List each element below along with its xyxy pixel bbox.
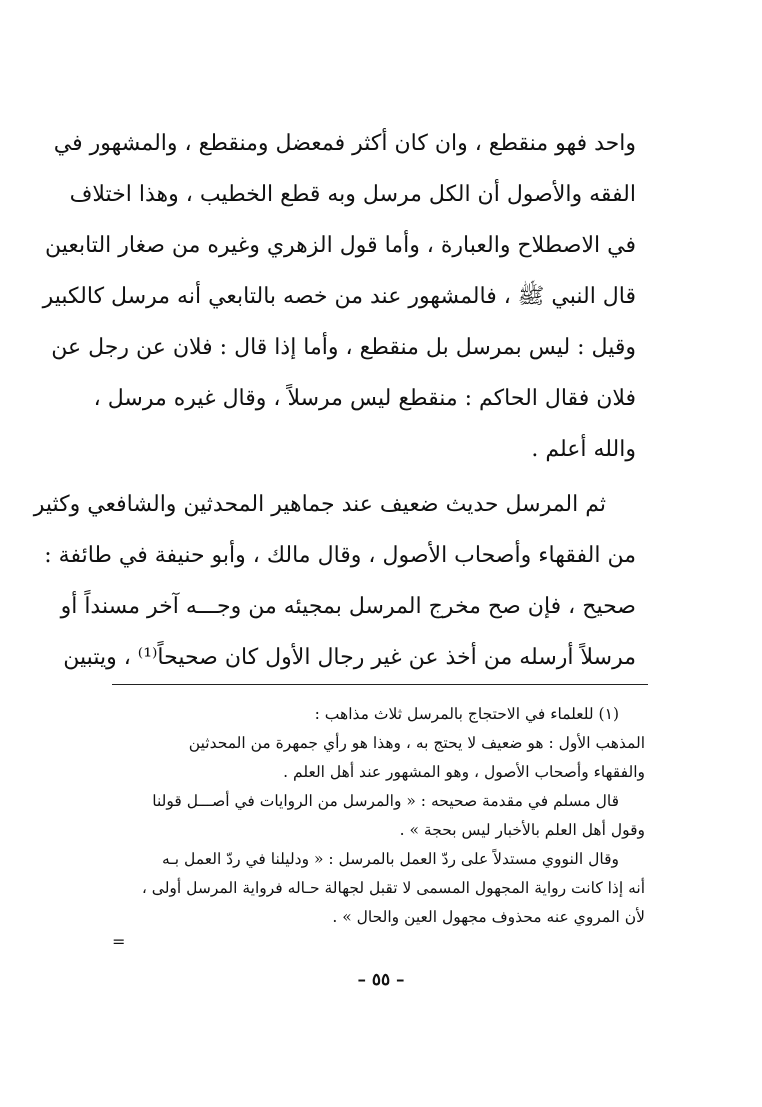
body-line: في الاصطلاح والعبارة ، وأما قول الزهري وغيره من صغار التابعين	[44, 233, 636, 258]
body-line: من الفقهاء وأصحاب الأصول ، وقال مالك ، وأبو حنيفة في طائفة :	[44, 543, 636, 568]
body-line: ثم المرسل حديث ضعيف عند جماهير المحدثين والشافعي وكثير	[33, 492, 606, 517]
page-number: – ٥٥ –	[357, 970, 405, 990]
main-body-text	[33, 118, 636, 683]
body-line: فلان فقال الحاكم : منقطع ليس مرسلاً ، وقال غيره مرسل ،	[93, 386, 636, 411]
footnote-line: أنه إذا كانت رواية المجهول المسمى لا تقبل لجهالة حـاله فرواية المرسل أولى ،	[141, 879, 645, 897]
body-line: مرسلاً أرسله من أخذ عن غير رجال الأول كان صحيحاً⁽¹⁾ ، ويتبين	[63, 645, 636, 670]
body-line: وقيل : ليس بمرسل بل منقطع ، وأما إذا قال : فلان عن رجل عن	[51, 335, 636, 360]
body-line: قال النبي ﷺ ، فالمشهور عند من خصه بالتابعي أنه مرسل كالكبير	[42, 284, 636, 309]
footnote-line: وقول أهل العلم بالأخبار ليس بحجة » .	[399, 821, 645, 839]
footnote-line: المذهب الأول : هو ضعيف لا يحتج به ، وهذا هو رأي جمهرة من المحدثين	[188, 734, 645, 752]
body-line: صحيح ، فإن صح مخرج المرسل بمجيئه من وجـــه آخر مسنداً أو	[60, 594, 636, 619]
footnote-line: وقال النووي مستدلاً على ردّ العمل بالمرسل : « ودليلنا في ردّ العمل بـه	[161, 850, 619, 868]
body-line: واحد فهو منقطع ، وان كان أكثر فمعضل ومنقطع ، والمشهور في	[53, 131, 636, 156]
footnotes-section	[100, 700, 645, 932]
footnote-line: والفقهاء وأصحاب الأصول ، وهو المشهور عند أهل العلم .	[283, 763, 645, 781]
body-line: الفقه والأصول أن الكل مرسل وبه قطع الخطيب ، وهذا اختلاف	[69, 182, 636, 207]
body-line: والله أعلم .	[531, 437, 636, 462]
footnote-line: قال مسلم في مقدمة صحيحه : « والمرسل من الروايات في أصـــل قولنا	[152, 792, 619, 810]
footnote-divider	[112, 684, 648, 685]
footnote-continuation-marker: =	[112, 932, 126, 951]
footnote-line: (١) للعلماء في الاحتجاج بالمرسل ثلاث مذاهب :	[314, 705, 619, 723]
footnote-line: لأن المروي عنه محذوف مجهول العين والحال » .	[332, 908, 645, 926]
